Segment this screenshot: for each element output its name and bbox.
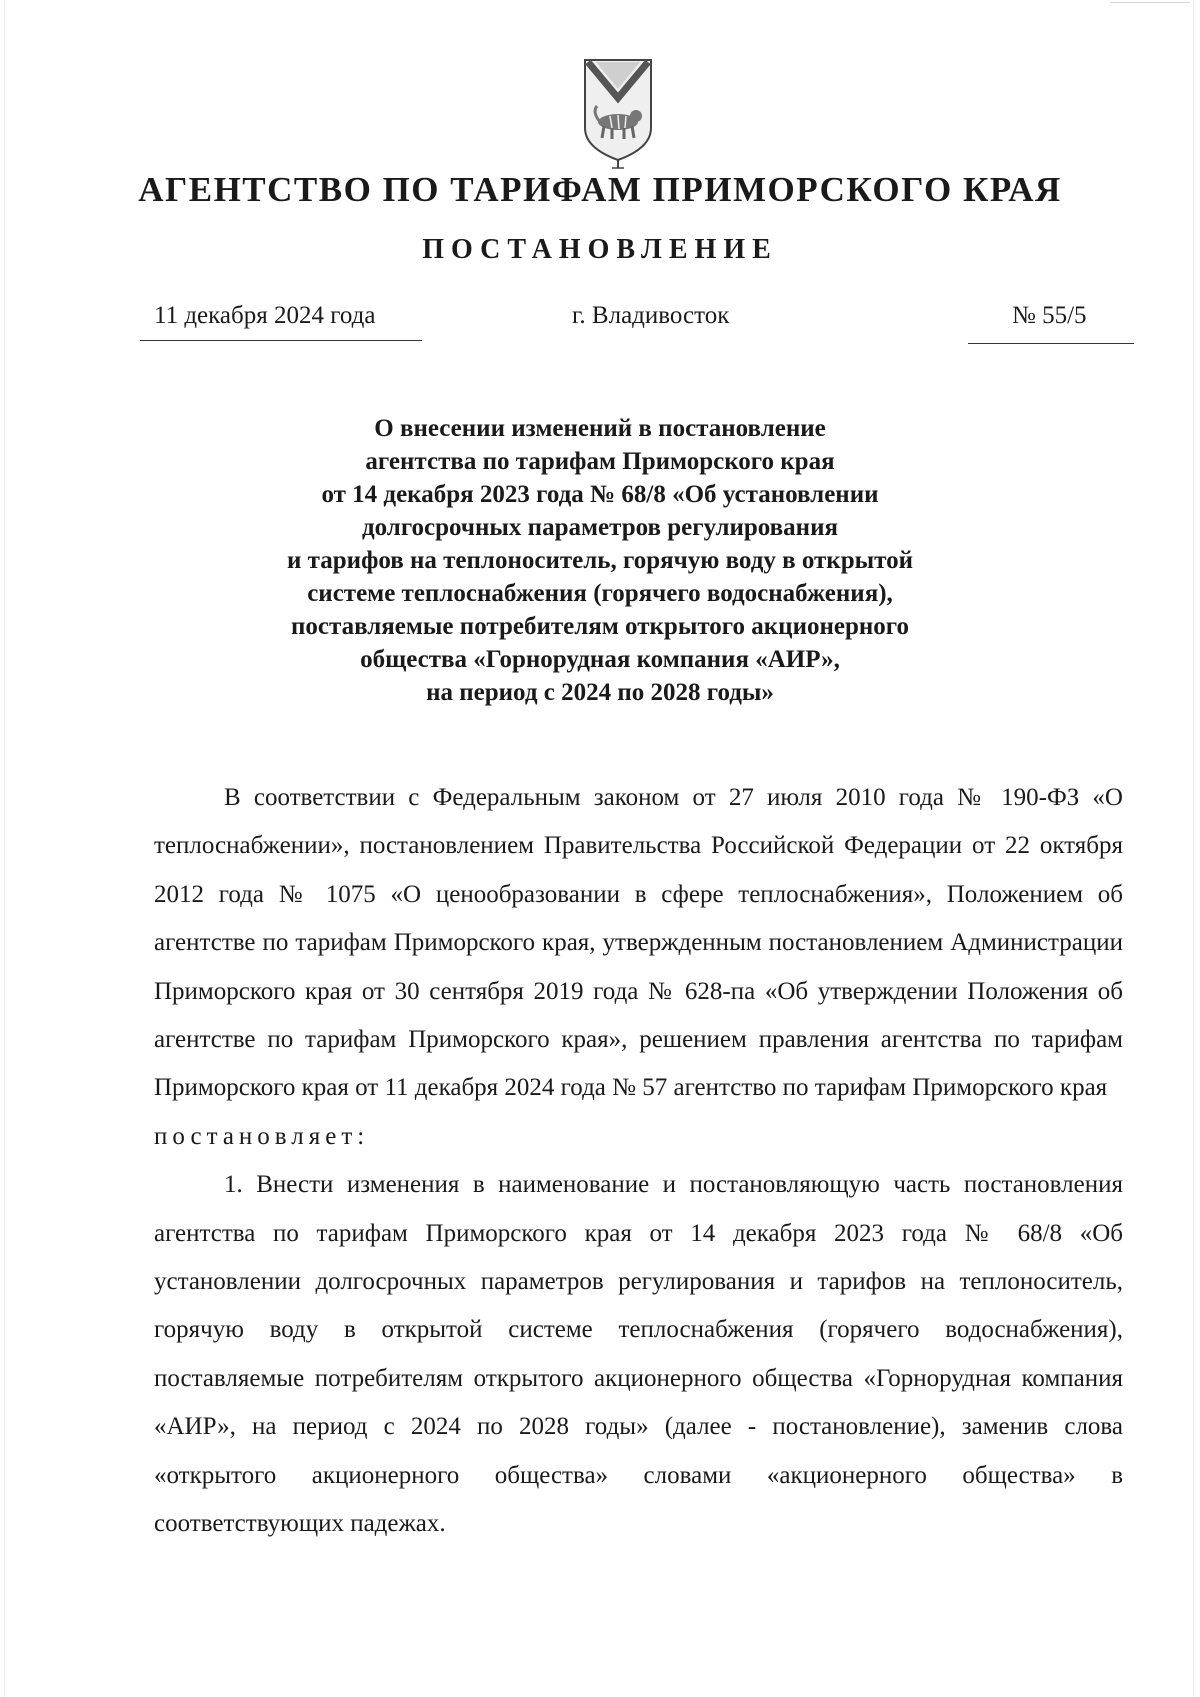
preamble-text: В соответствии с Федеральным законом от 27 июля 2010 года № 190-ФЗ «О теплоснабжении», постановлением Правительства Российской Федерации от 22 октября 2012 года № 1075 «О ценообразовании в сфере теплоснабжения», Положением об агентстве по тарифам Приморского края, утвержденным постановлением Администрации Приморского края от 30 сентября 2019 года № 628-па «Об утверждении Положения об агентстве по тарифам Приморского края», решением правления агентства по тарифам Приморского края от 11 декабря 2024 года № 57 агентство по тарифам Приморского края	[154, 784, 1123, 1102]
number-underline	[968, 343, 1134, 344]
document-type: ПОСТАНОВЛЕНИЕ	[422, 234, 778, 265]
title-line: О внесении изменений в постановление	[374, 415, 826, 442]
title-line: долгосрочных параметров регулирования	[361, 514, 839, 541]
resolves-word: постановляет:	[154, 1122, 370, 1150]
document-title	[200, 412, 1000, 709]
title-line: агентства по тарифам Приморского края	[365, 448, 835, 475]
item-1-paragraph: 1. Внести изменения в наименование и постановляющую часть постановления агентства по тарифам Приморского края от 14 декабря 2023 года № 68/8 «Об установлении долгосрочных параметров регулирования и тарифов на теплоноситель, горячую воду в открытой системе теплоснабжения (горячего водоснабжения), поставляемые потребителям открытого акционерного общества «Горнорудная компания «АИР», на период с 2024 по 2028 годы» (далее - постановление), заменив слова «открытого акционерного общества» словами «акционерного общества» в соответствующих падежах.	[154, 1171, 1123, 1538]
title-line: системе теплоснабжения (горячего водоснабжения),	[307, 580, 893, 607]
scan-edge-top	[1110, 2, 1190, 3]
title-line: поставляемые потребителям открытого акционерного	[290, 613, 910, 640]
organization-name: АГЕНТСТВО ПО ТАРИФАМ ПРИМОРСКОГО КРАЯ	[138, 170, 1062, 209]
title-line: общества «Горнорудная компания «АИР»,	[360, 646, 840, 673]
document-body	[154, 774, 1123, 1549]
document-date: 11 декабря 2024 года	[154, 302, 376, 329]
preamble-paragraph	[154, 774, 1123, 1161]
document-number: № 55/5	[1012, 302, 1087, 329]
title-line: и тарифов на теплоноситель, горячую воду в открытой	[287, 547, 913, 574]
title-line: от 14 декабря 2023 года № 68/8 «Об установлении	[321, 481, 879, 508]
coat-of-arms-icon	[582, 56, 654, 172]
title-line: на период с 2024 по 2028 годы»	[426, 679, 774, 706]
document-city: г. Владивосток	[572, 302, 730, 329]
date-underline	[140, 340, 422, 341]
